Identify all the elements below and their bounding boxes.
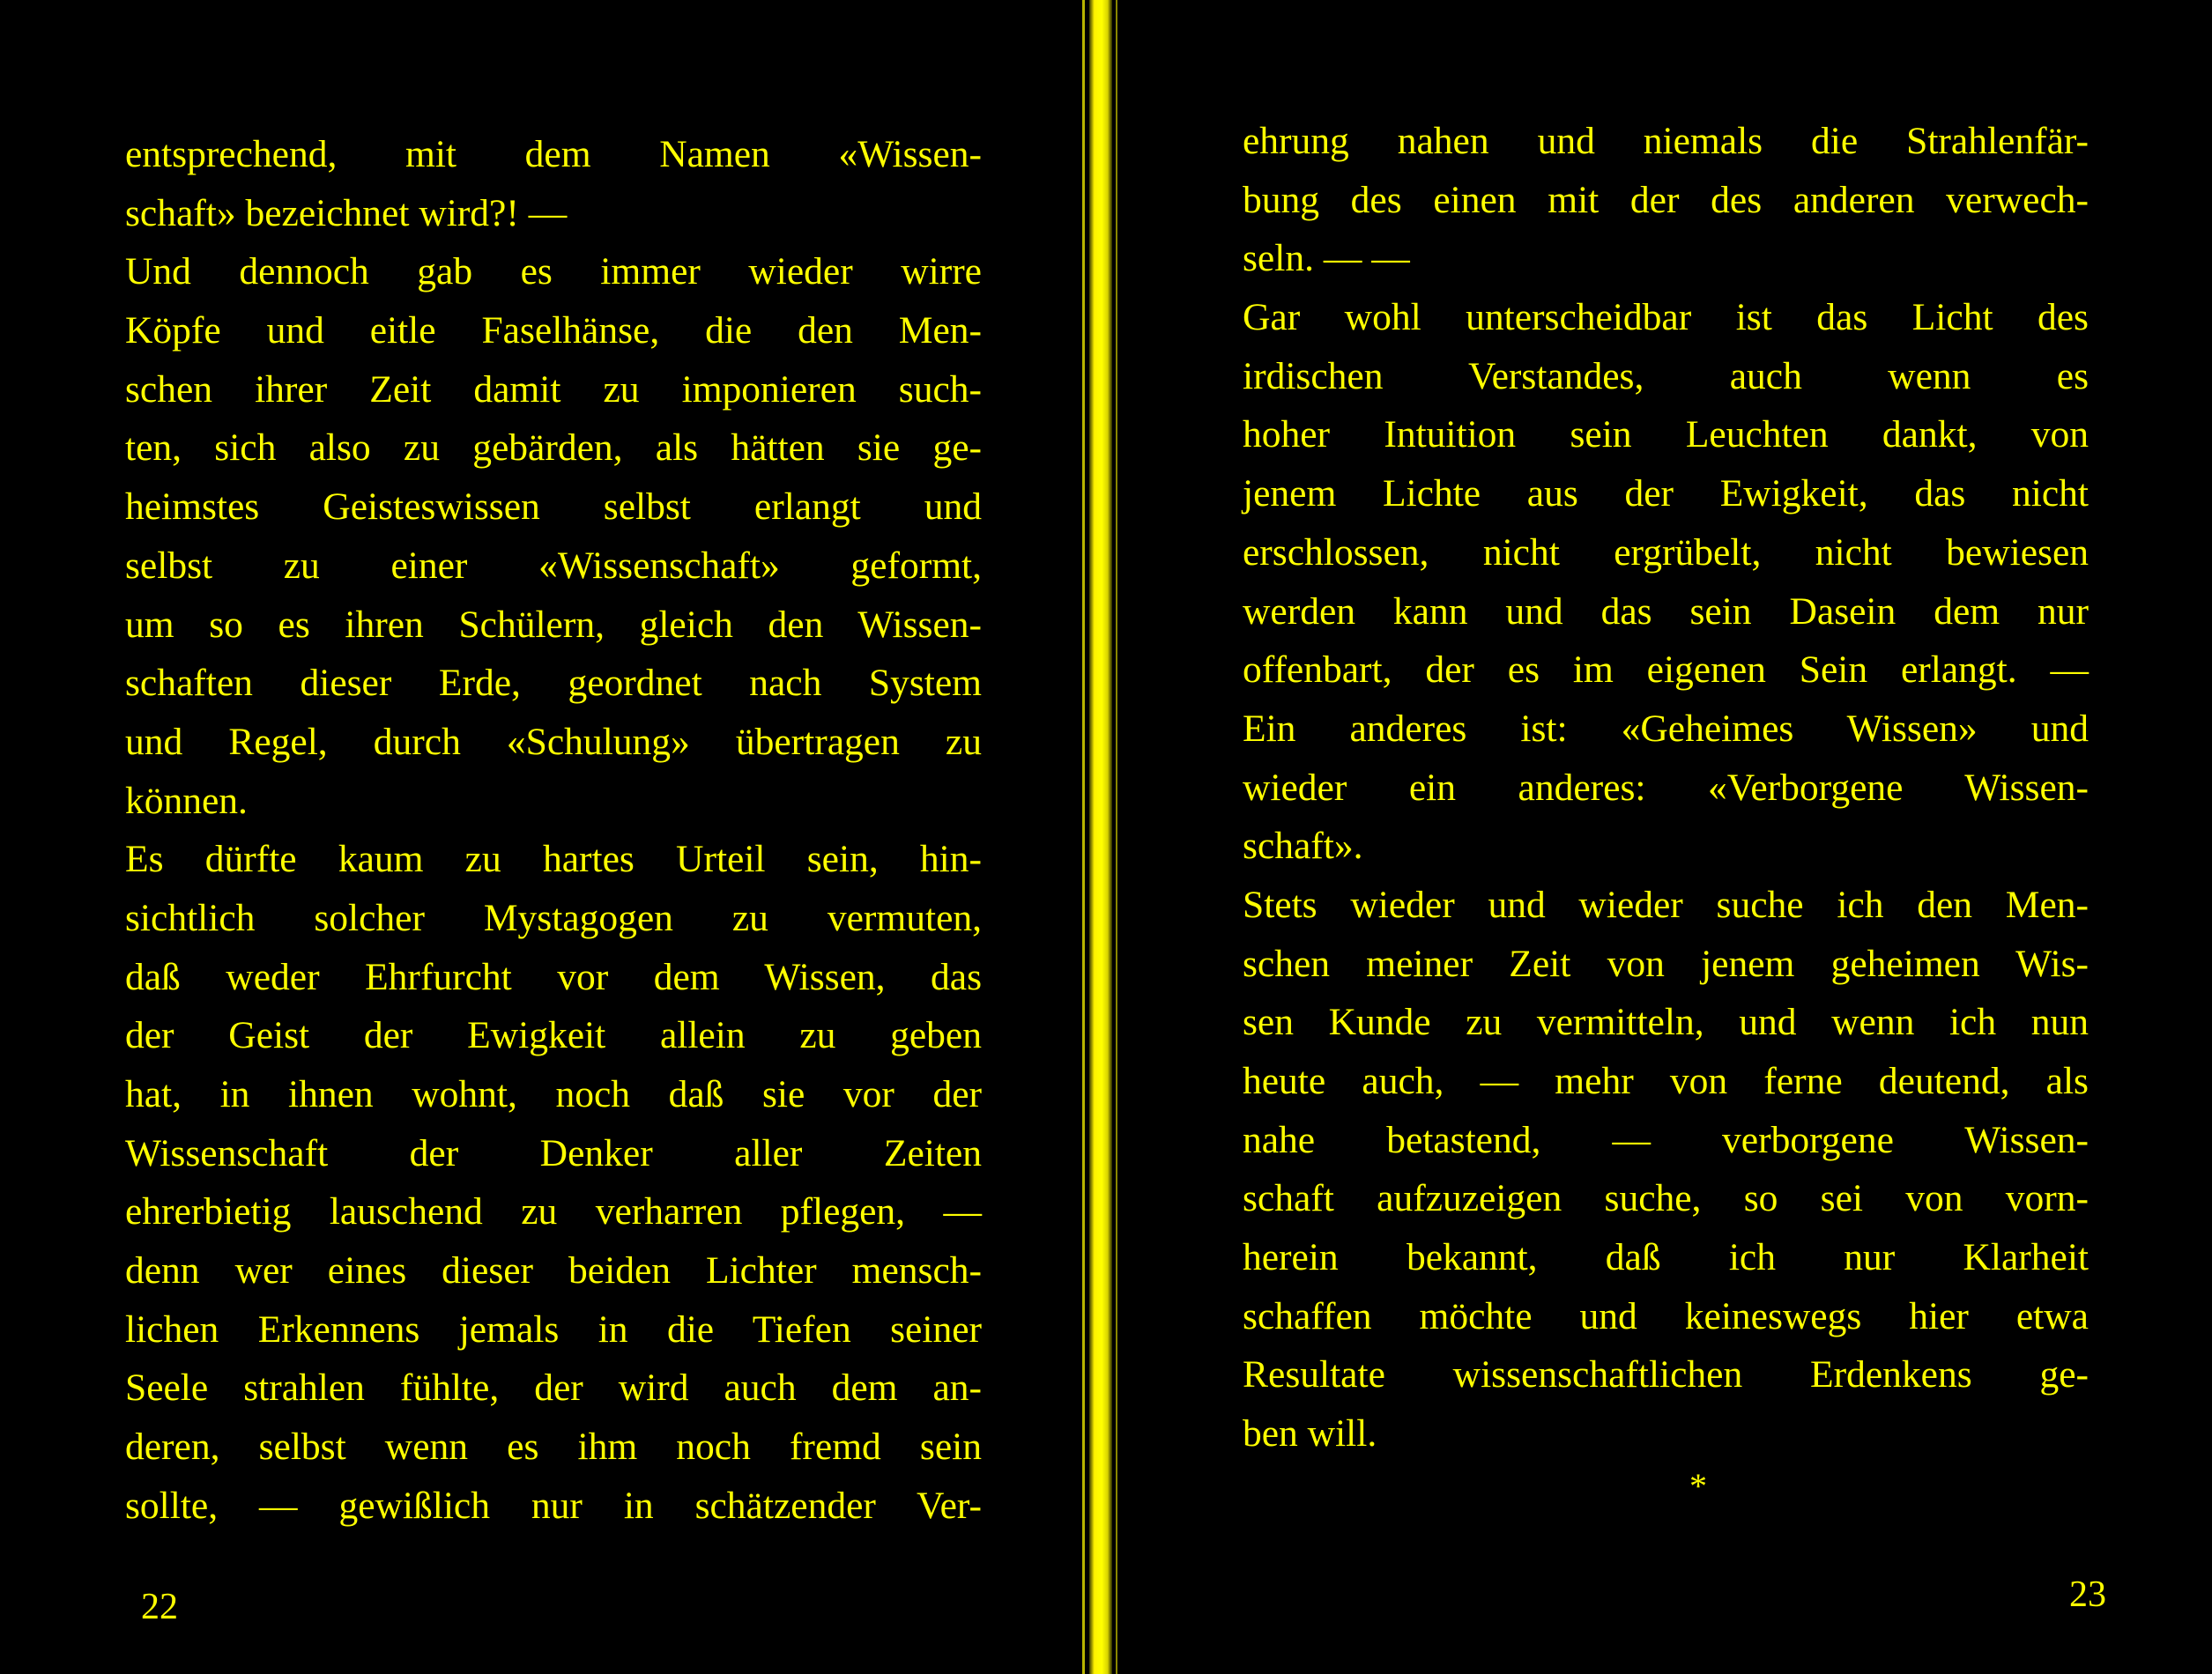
left-page-text <box>125 125 982 1536</box>
text-line: irdischen Verstandes, auch wenn es <box>1243 354 2089 397</box>
text-line: deren, selbst wenn es ihm noch fremd sein <box>125 1426 982 1469</box>
text-line: und Regel, durch «Schulung» übertragen zu <box>125 720 982 763</box>
text-line: schaft». <box>1243 825 1363 868</box>
text-line: selbst zu einer «Wissenschaft» geformt, <box>125 544 982 587</box>
text-line: Ein anderes ist: «Geheimes Wissen» und <box>1243 707 2089 750</box>
section-separator: * <box>1689 1466 1707 1506</box>
text-line: Und dennoch gab es immer wieder wirre <box>125 250 982 293</box>
text-line: Köpfe und eitle Faselhänse, die den Men- <box>125 309 982 352</box>
right-page <box>1119 0 2212 1674</box>
text-line: Gar wohl unterscheidbar ist das Licht des <box>1243 296 2089 339</box>
gutter-band <box>1089 0 1112 1674</box>
text-line: Seele strahlen fühlte, der wird auch dem an- <box>125 1367 982 1410</box>
right-page-text <box>1243 112 2089 1463</box>
text-line: ben will. <box>1243 1412 1377 1455</box>
gutter-edge <box>1116 0 1117 1674</box>
text-line: ehrerbietig lauschend zu verharren pflegen, — <box>125 1190 982 1233</box>
text-line: heimstes Geisteswissen selbst erlangt und <box>125 485 982 529</box>
text-line: sollte, — gewißlich nur in schätzender Ver- <box>125 1484 982 1527</box>
text-line: schen meiner Zeit von jenem geheimen Wis- <box>1243 942 2089 985</box>
text-line: entsprechend, mit dem Namen «Wissen- <box>125 133 982 175</box>
page-number: 23 <box>2069 1574 2106 1615</box>
text-line: werden kann und das sein Dasein dem nur <box>1243 589 2089 633</box>
text-line: schaft» bezeichnet wird?! — <box>125 191 568 234</box>
book-gutter <box>1080 0 1119 1674</box>
text-line: erschlossen, nicht ergrübelt, nicht bewiesen <box>1243 530 2089 574</box>
text-line: heute auch, — mehr von ferne deutend, als <box>1243 1060 2089 1102</box>
text-line: denn wer eines dieser beiden Lichter mensch- <box>125 1249 982 1293</box>
text-line: bung des einen mit der des anderen verwech- <box>1243 178 2089 221</box>
text-line: schaft aufzuzeigen suche, so sei von vorn- <box>1243 1177 2089 1220</box>
text-line: nahe betastend, — verborgene Wissen- <box>1243 1118 2089 1161</box>
text-line: hat, in ihnen wohnt, noch daß sie vor der <box>125 1073 982 1115</box>
text-line: der Geist der Ewigkeit allein zu geben <box>125 1014 982 1057</box>
text-line: jenem Lichte aus der Ewigkeit, das nicht <box>1243 472 2089 515</box>
text-line: hoher Intuition sein Leuchten dankt, von <box>1243 413 2089 456</box>
text-line: Resultate wissenschaftlichen Erdenkens ge- <box>1243 1353 2089 1396</box>
page-number: 22 <box>141 1587 178 1627</box>
text-line: schaften dieser Erde, geordnet nach System <box>125 662 982 705</box>
text-line: schaffen möchte und keineswegs hier etwa <box>1243 1294 2089 1337</box>
text-line: offenbart, der es im eigenen Sein erlangt. — <box>1243 648 2089 692</box>
text-line: schen ihrer Zeit damit zu imponieren such- <box>125 367 982 411</box>
text-line: wieder ein anderes: «Verborgene Wissen- <box>1243 766 2089 809</box>
text-line: sichtlich solcher Mystagogen zu vermuten, <box>125 896 982 939</box>
text-line: Es dürfte kaum zu hartes Urteil sein, hin- <box>125 838 982 881</box>
text-line: seln. — — <box>1243 237 1410 280</box>
left-page <box>0 0 1080 1674</box>
text-line: daß weder Ehrfurcht vor dem Wissen, das <box>125 955 982 998</box>
text-line: Stets wieder und wieder suche ich den Men- <box>1243 883 2089 926</box>
text-line: können. <box>125 779 248 822</box>
text-line: ehrung nahen und niemals die Strahlenfär- <box>1243 120 2089 162</box>
text-line: ten, sich also zu gebärden, als hätten sie ge- <box>125 426 982 470</box>
text-line: sen Kunde zu vermitteln, und wenn ich nun <box>1243 1001 2089 1044</box>
text-line: um so es ihren Schülern, gleich den Wissen- <box>125 603 982 646</box>
text-line: herein bekannt, daß ich nur Klarheit <box>1243 1236 2089 1279</box>
text-line: lichen Erkennens jemals in die Tiefen seiner <box>125 1307 982 1351</box>
text-line: Wissenschaft der Denker aller Zeiten <box>125 1131 982 1174</box>
gutter-edge <box>1082 0 1085 1674</box>
